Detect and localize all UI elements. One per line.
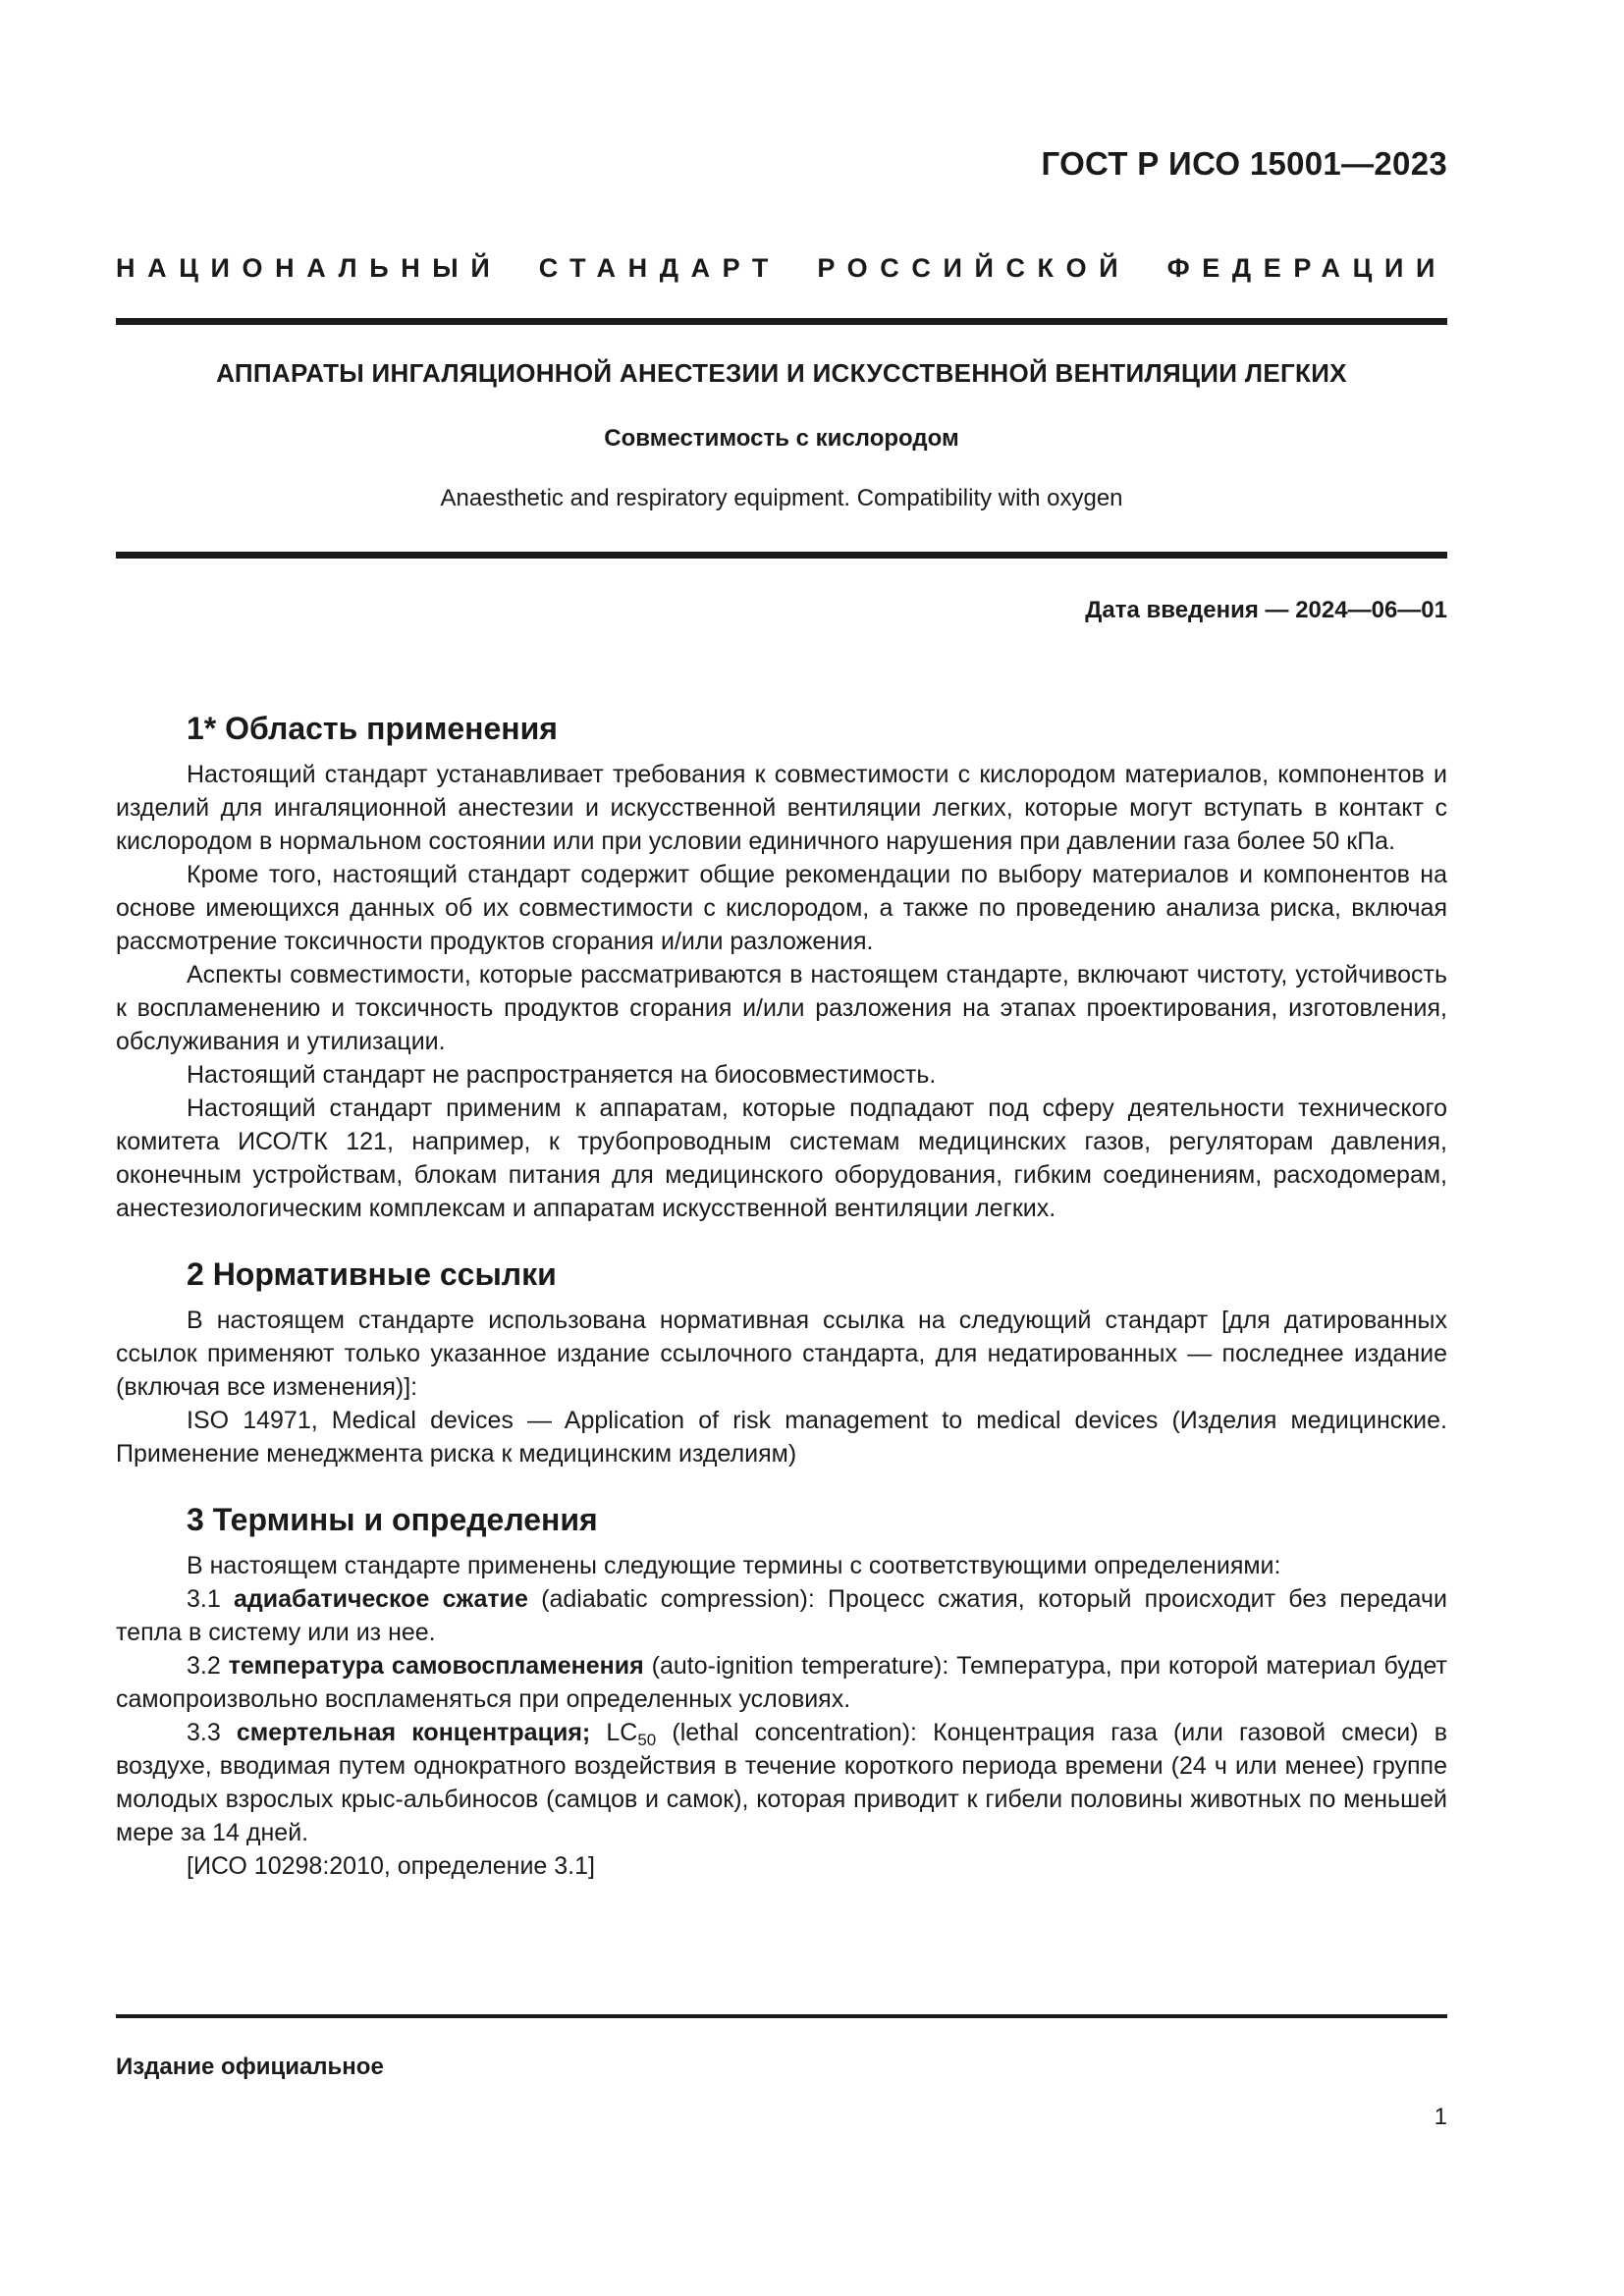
paragraph: Настоящий стандарт не распространяется на биосовместимость. (187, 1061, 937, 1089)
paragraph: Настоящий стандарт устанавливает требования к совместимости с кислородом материалов, компонентов и изделий для ингаляционной анестезии и искусственной вентиляции легких, которые могут вступать в контакт с кислородом в нормальном состоянии или при условии единичного нарушения при давлении газа более 50 кПа. (116, 761, 1447, 855)
term-text: (lethal concentration): Концентрация газа (или газовой смеси) в воздухе, вводимая путем однократного воздействия в течение короткого периода времени (24 ч или менее) группе молодых взрослых крыс-альбиносов (самцов и самок), которая приводит к гибели половины животных по меньшей мере за 14 дней. (116, 1719, 1447, 1846)
paragraph: Аспекты совместимости, которые рассматриваются в настоящем стандарте, включают чистоту, устойчивость к воспламенению и токсичность продуктов сгорания и/или разложения на этапах проектирования, изготовления, обслуживания и утилизации. (116, 961, 1447, 1055)
term-name: смертельная концентрация; (236, 1719, 591, 1746)
document-subtitle: Совместимость с кислородом (604, 425, 959, 452)
term-definition-3-2 (116, 1649, 1447, 1716)
spacer (116, 1470, 1447, 1490)
term-source: [ИСО 10298:2010, определение 3.1] (187, 1852, 595, 1880)
doc-number: ГОСТ Р ИСО 15001—2023 (1041, 145, 1447, 182)
page-number: 1 (1434, 2104, 1447, 2130)
english-title: Anaesthetic and respiratory equipment. Compatibility with oxygen (440, 485, 1123, 511)
section-heading-scope: 1* Область применения (187, 711, 558, 746)
term-name: температура самовоспламенения (228, 1652, 644, 1680)
term-text: (adiabatic compression): Процесс сжатия, который происходит без передачи тепла в систему или из нее. (116, 1585, 1447, 1646)
paragraph: В настоящем стандарте использована нормативная ссылка на следующий стандарт [для датированных ссылок применяют только указанное издание ссылочного стандарта, для недатированных — последнее издание (включая все изменения)]: (116, 1307, 1447, 1401)
paragraph: Настоящий стандарт применим к аппаратам, которые подпадают под сферу деятельности технического комитета ИСО/ТК 121, например, к трубопроводным системам медицинских газов, регуляторам давления, оконечным устройствам, блокам питания для медицинского оборудования, гибким соединениям, расходомерам, анестезиологическим комплексам и аппаратам искусственной вентиляции легких. (116, 1095, 1447, 1222)
term-number: 3.1 (187, 1585, 221, 1613)
title-bottom-rule (116, 552, 1447, 559)
term-definition-3-3 (116, 1716, 1447, 1849)
paragraph: В настоящем стандарте применены следующие термины с соответствующими определениями: (187, 1552, 1281, 1579)
section-heading-normative-references: 2 Нормативные ссылки (187, 1256, 557, 1292)
paragraph: Кроме того, настоящий стандарт содержит общие рекомендации по выбору материалов и компонентов на основе имеющихся данных об их совместимости с кислородом, а также по проведению анализа риска, включая рассмотрение токсичности продуктов сгорания и/или разложения. (116, 861, 1447, 955)
spacer (116, 1225, 1447, 1245)
term-abbreviation: LC (606, 1719, 638, 1746)
document-body (116, 699, 1447, 1883)
introduction-date: Дата введения — 2024—06—01 (1085, 597, 1447, 623)
official-edition-label: Издание официальное (116, 2054, 384, 2080)
term-definition-3-1 (116, 1582, 1447, 1649)
term-number: 3.3 (187, 1719, 221, 1746)
reference-entry: ISO 14971, Medical devices — Application of risk management to medical devices (Изделия медицинские. Применение менеджмента риска к медицинским изделиям) (116, 1407, 1447, 1468)
term-number: 3.2 (187, 1652, 221, 1680)
national-standard-title: НАЦИОНАЛЬНЫЙ СТАНДАРТ РОССИЙСКОЙ ФЕДЕРАЦИИ (116, 253, 1447, 283)
section-heading-terms: 3 Термины и определения (187, 1502, 598, 1537)
term-abbreviation-subscript: 50 (637, 1731, 657, 1749)
document-title: АППАРАТЫ ИНГАЛЯЦИОННОЙ АНЕСТЕЗИИ И ИСКУССТВЕННОЙ ВЕНТИЛЯЦИИ ЛЕГКИХ (216, 358, 1347, 388)
top-rule (116, 318, 1447, 325)
term-text: (auto-ignition temperature): Температура, при которой материал будет самопроизвольно воспламеняться при определенных условиях. (116, 1652, 1447, 1713)
term-name: адиабатическое сжатие (234, 1585, 528, 1613)
footer-rule (116, 2014, 1447, 2018)
